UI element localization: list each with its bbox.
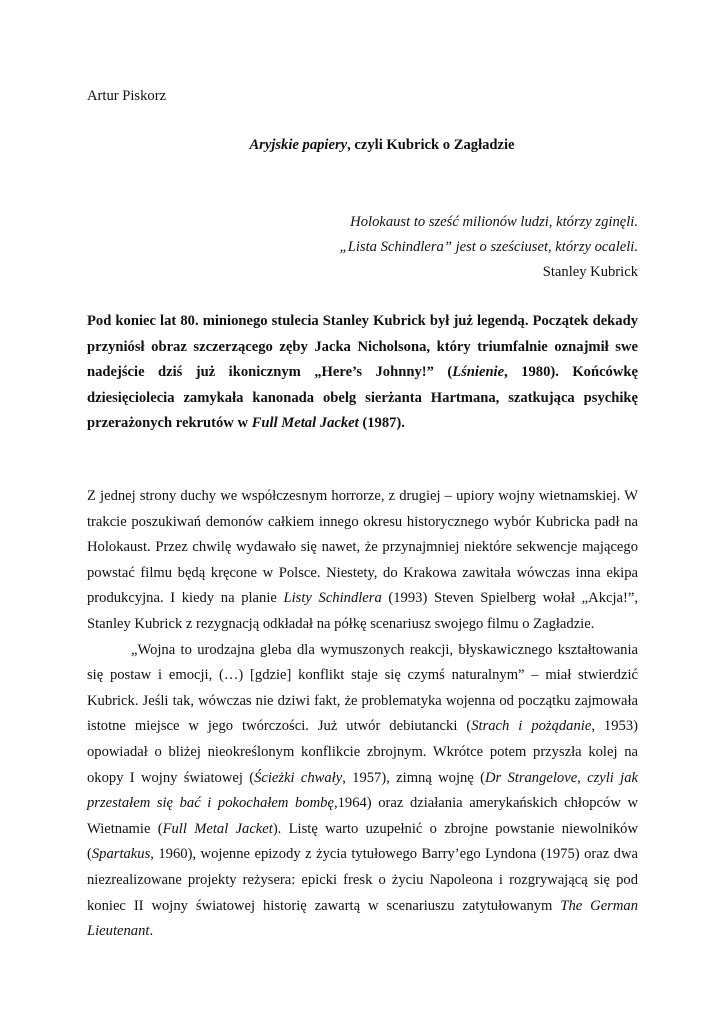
body-text: ,1964) oraz działania amerykańskich chłopców w Wietnamie (	[87, 795, 638, 837]
film-title: Listy Schindlera	[283, 590, 382, 607]
body-text: (1993) Steven Spielberg wołał „Akcja!”, Stanley Kubrick z rezygnacją odkładał na półkę scenariusz swojego filmu o Zagładzie.	[87, 590, 638, 632]
article-title	[0, 137, 724, 154]
body-text: ). Listę warto uzupełnić o zbrojne powstanie niewolników (	[87, 820, 638, 863]
lead-text: Pod koniec lat 80. minionego stulecia Stanley Kubrick był już legendą. Początek dekady przyniósł obraz szczerzącego zęby Jacka Nicholsona, który triumfalnie oznajmił swe nadejście dziś już ikonicznym „Here’s Johnny!” (	[87, 313, 638, 380]
body-text: , 1957), zimną wojnę (	[342, 769, 485, 786]
body-text: .	[149, 923, 154, 940]
title-rest: , czyli Kubrick o Zagładzie	[347, 137, 515, 153]
epigraph	[340, 210, 638, 285]
body-text: „Wojna to urodzajna gleba dla wymuszonych reakcji, błyskawicznego kształtowania się postaw i emocji, (…) [gdzie] konflikt staje się czymś naturalnym” – miał stwierdzić Kubrick. Jeśli tak, wówczas nie dziwi fakt, że problematyka wojenna od początku zajmowała istotne miejsce w jego twórczości. Już utwór debiutancki (	[87, 641, 638, 735]
body-text: Z jednej strony duchy we współczesnym horrorze, z drugiej – upiory wojny wietnamskiej. W trakcie poszukiwań demonów całkiem innego okresu historycznego wybór Kubricka padł na Holokaust. Przez chwilę wydawało się nawet, że przynajmniej niektóre sekwencje mającego powstać filmu będą kręcone w Polsce. Niestety, do Krakowa zawitała wówczas inna ekipa produkcyjna. I kiedy na planie	[87, 488, 638, 607]
lead-film-title: Full Metal Jacket	[251, 415, 359, 431]
film-title: Dr Strangelove, czyli jak przestałem się bać i pokochałem bombę	[87, 769, 638, 812]
body-text: , 1960), wojenne epizody z życia tytułowego Barry’ego Lyndona (1975) oraz dwa niezrealizowane projekty reżysera: epicki fresk o życiu Napoleona i rozgrywającą się pod koniec II wojny światowej historię zawartą w scenariuszu zatytułowanym	[87, 846, 638, 914]
title-italic: Aryjskie papiery	[249, 137, 348, 153]
film-title: Strach i pożądanie	[471, 718, 592, 735]
epigraph-line-1: Holokaust to sześć milionów ludzi, którzy zginęli.	[350, 214, 638, 230]
film-title: Full Metal Jacket	[162, 820, 273, 837]
lead-paragraph	[87, 309, 638, 437]
film-title: The German Lieutenant	[87, 897, 638, 940]
author-name: Artur Piskorz	[87, 88, 167, 104]
lead-text: (1987).	[358, 415, 405, 431]
body-paragraph-1	[87, 484, 638, 638]
body-text: , 1953) opowiadał o bliżej nieokreślonym konflikcie zbrojnym. Wkrótce potem przyszła kolej na okopy I wojny światowej (	[87, 718, 638, 786]
film-title: Spartakus	[91, 846, 151, 863]
epigraph-attribution: Stanley Kubrick	[542, 264, 638, 280]
epigraph-line-2: „Lista Schindlera” jest o sześciuset, którzy ocaleli.	[339, 239, 638, 255]
film-title: Ścieżki chwały	[254, 769, 343, 786]
body-paragraph-2	[87, 638, 638, 945]
lead-film-title: Lśnienie	[452, 364, 505, 380]
lead-text: , 1980). Końcówkę dziesięciolecia zamykała kanonada obelg sierżanta Hartmana, szatkująca psychikę przerażonych rekrutów w	[87, 364, 638, 431]
article-body	[87, 484, 638, 945]
